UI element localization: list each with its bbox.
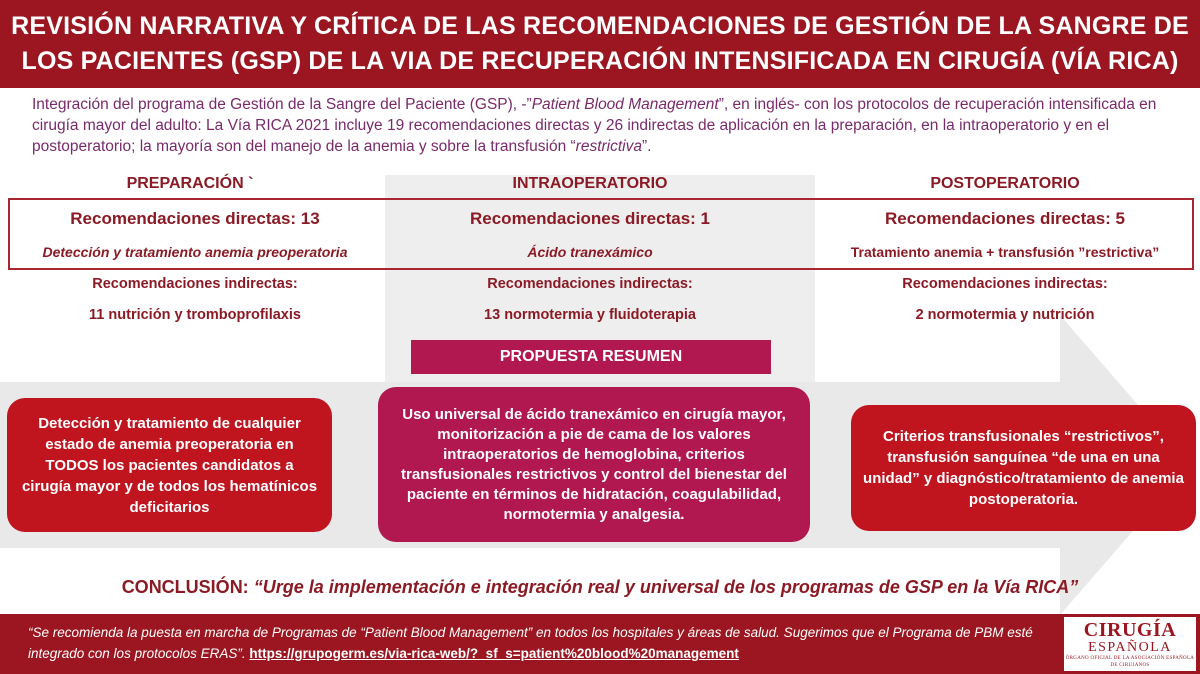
proposal-card-intraoperative xyxy=(378,387,810,542)
footer-link[interactable]: https://grupogerm.es/via-rica-web/?_sf_s=patient%20blood%20management xyxy=(249,646,739,661)
proposal-summary-label: PROPUESTA RESUMEN xyxy=(411,340,771,374)
prep-indirect-label: Recomendaciones indirectas: xyxy=(92,276,298,292)
proposal-card-postoperative xyxy=(851,405,1196,531)
intra-indirect-label: Recomendaciones indirectas: xyxy=(487,276,693,292)
intra-direct-detail: Ácido tranexámico xyxy=(527,244,653,260)
logo-tiny-text: ÓRGANO OFICIAL DE LA ASOCIACIÓN ESPAÑOLA DE CIRUJANOS xyxy=(1065,655,1195,668)
footer-bar xyxy=(0,614,1200,674)
intro-italic-restrictiva: restrictiva xyxy=(575,138,642,155)
post-direct-count: Recomendaciones directas: 5 xyxy=(885,209,1125,228)
proposal-card-preparation-text: Detección y tratamiento de cualquier estado de anemia preoperatoria en TODOS los pacientes candidatos a cirugía mayor y de todos los hematínicos deficitarios xyxy=(21,414,318,516)
logo-main-text: CIRUGÍA xyxy=(1083,618,1177,641)
intro-text-3: ”. xyxy=(642,138,652,155)
logo-sub-text: ESPAÑOLA xyxy=(1088,639,1172,655)
prep-direct-count: Recomendaciones directas: 13 xyxy=(70,209,320,228)
proposal-card-intraoperative-text: Uso universal de ácido tranexámico en cirugía mayor, monitorización a pie de cama de los valores intraoperatorios de hemoglobina, criterios transfusionales restrictivos y control del bienestar del paciente en términos de hidratación, coagulabilidad, normotermia y analgesia. xyxy=(401,405,787,523)
prep-indirect-detail: 11 nutrición y tromboprofilaxis xyxy=(89,307,301,323)
title-line-1: REVISIÓN NARRATIVA Y CRÍTICA DE LAS RECOMENDACIONES DE GESTIÓN DE LA SANGRE DE xyxy=(11,12,1189,40)
cirugia-espanola-logo xyxy=(1064,617,1196,671)
intro-text-2: ”, en inglés- con los protocolos de recuperación intensificada en cirugía mayor del adulto: La Vía RICA 2021 incluye 19 recomendaciones directas y 26 indirectas de aplicación en la preparación, en la intraoperatorio y en el postoperatorio; la mayoría son del manejo de la anemia y sobre la transfusión “ xyxy=(32,96,1157,155)
post-indirect-detail: 2 normotermia y nutrición xyxy=(915,307,1095,323)
conclusion-quote: “Urge la implementación e integración real y universal de los programas de GSP en la Vía RICA” xyxy=(253,577,1079,597)
prep-direct-detail: Detección y tratamiento anemia preoperatoria xyxy=(42,244,348,260)
intra-direct-count: Recomendaciones directas: 1 xyxy=(470,209,710,228)
phase-postoperatorio: POSTOPERATORIO xyxy=(930,175,1080,192)
intra-indirect-detail: 13 normotermia y fluidoterapia xyxy=(484,307,696,323)
phase-preparacion: PREPARACIÓN ` xyxy=(126,175,254,192)
conclusion-label: CONCLUSIÓN: xyxy=(121,577,249,597)
intro-paragraph xyxy=(32,94,1172,157)
title-line-2: LOS PACIENTES (GSP) DE LA VIA DE RECUPERACIÓN INTENSIFICADA EN CIRUGÍA (VÍA RICA) xyxy=(21,47,1179,75)
post-direct-detail: Tratamiento anemia + transfusión ”restrictiva” xyxy=(850,244,1160,260)
intro-italic-pbm: Patient Blood Management xyxy=(531,96,719,113)
conclusion xyxy=(0,577,1200,598)
proposal-card-postoperative-text: Criterios transfusionales “restrictivos”, transfusión sanguínea “de una en una unidad” y diagnóstico/tratamiento de anemia postoperatoria. xyxy=(863,428,1184,508)
post-indirect-label: Recomendaciones indirectas: xyxy=(902,276,1108,292)
footer-quote: “Se recomienda la puesta en marcha de Programas de “Patient Blood Management” en todos los hospitales y áreas de salud. Sugerimos que el Programa de PBM esté integrado con los protocolos ERAS”. xyxy=(28,625,1033,661)
proposal-card-preparation xyxy=(7,398,332,532)
intro-text-1: Integración del programa de Gestión de la Sangre del Paciente (GSP), -” xyxy=(32,96,532,113)
footer-text-block xyxy=(28,622,1058,664)
phase-intraoperatorio: INTRAOPERATORIO xyxy=(512,175,668,192)
title-bar xyxy=(0,0,1200,88)
